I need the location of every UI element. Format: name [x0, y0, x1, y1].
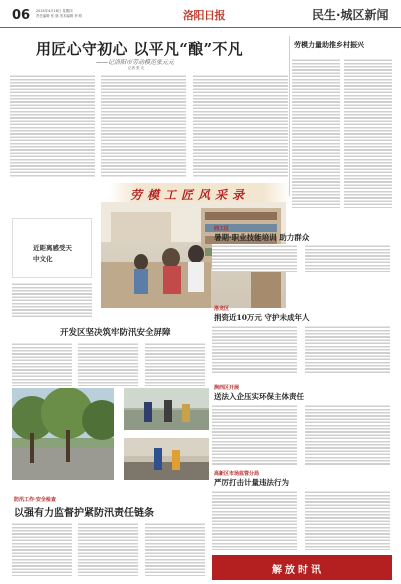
right-top-story	[292, 36, 392, 214]
fire-body-b	[78, 342, 138, 386]
measure-story	[212, 470, 392, 552]
ad-banner-text: 解放时讯	[272, 565, 324, 576]
fire-title: 开发区坚决筑牢防汛安全屏障	[60, 328, 171, 338]
header-divider	[0, 27, 401, 28]
right-col-divider	[289, 36, 290, 196]
section-title: 民生·城区新闻	[312, 8, 389, 22]
editor-line: 责任编辑 张 旗 美术编辑 李 明	[36, 14, 83, 18]
photo-caption-box	[12, 218, 92, 278]
bottom-title: 以强有力监督护紧防汛责任链条	[14, 508, 154, 519]
right-top-body-b	[344, 58, 392, 208]
donation-title: 捐资近10万元 守护未成年人	[214, 313, 310, 322]
lead-title: 用匠心守初心 以平凡“酿”不凡	[36, 40, 243, 58]
donation-body-a	[212, 325, 297, 373]
bottom-body-b	[78, 522, 138, 576]
newspaper-logo: 洛阳日报	[183, 9, 225, 22]
inspection-team-image	[124, 388, 209, 430]
community-title: 送法入企压实环保主体责任	[214, 392, 304, 401]
lead-body-col-1	[10, 74, 95, 177]
bottom-body-c	[145, 522, 205, 576]
fire-photo-bottom-right	[124, 438, 209, 480]
bottom-body-a	[12, 522, 72, 576]
lead-byline: 记者 张 元	[128, 66, 145, 70]
drainage-check-image	[124, 438, 209, 480]
community-body-a	[212, 404, 297, 466]
lead-body-col-3	[193, 74, 288, 177]
ad-banner	[212, 555, 392, 580]
page-header	[0, 0, 401, 30]
donation-story	[212, 305, 392, 375]
lead-subtitle: ——记洛阳市劳动模范张元元	[96, 59, 175, 66]
vocational-body-b	[305, 244, 390, 272]
fire-body-c	[145, 342, 205, 386]
vocational-body-a	[212, 244, 297, 272]
right-top-title: 劳模力量助推乡村振兴	[294, 40, 364, 49]
caption-box-text: 近距离感受天中文化	[33, 244, 72, 263]
community-kicker: 涧西区开展	[214, 385, 240, 391]
measure-body-a	[212, 490, 297, 550]
measure-title: 严厉打击计量违法行为	[214, 478, 289, 487]
street-trees-image	[12, 388, 114, 480]
fire-body-a	[12, 342, 72, 386]
lead-body-col-2	[101, 74, 186, 177]
community-body-b	[305, 404, 390, 466]
measure-body-b	[305, 490, 390, 550]
page-number: 06	[12, 8, 31, 23]
slogan-text: 劳模工匠风采录	[130, 188, 250, 202]
bottom-story	[12, 496, 207, 580]
donation-body-b	[305, 325, 390, 373]
community-story	[212, 384, 392, 468]
fire-photo-left	[12, 388, 114, 480]
vocational-title: 暑期·职业技能培训 助力群众	[214, 233, 310, 242]
vocational-story	[212, 225, 392, 275]
left-intro-text	[12, 282, 92, 318]
measure-kicker: 高新区市场监管分局	[214, 471, 260, 477]
right-top-body-a	[292, 58, 340, 208]
donation-kicker: 洛龙区	[214, 306, 230, 312]
fire-photo-top-right	[124, 388, 209, 430]
vocational-kicker: 西工区	[214, 226, 230, 232]
bottom-kicker: 防汛工作·安全检查	[14, 497, 56, 503]
date-line: 2024年4月18日 星期四	[36, 9, 73, 13]
